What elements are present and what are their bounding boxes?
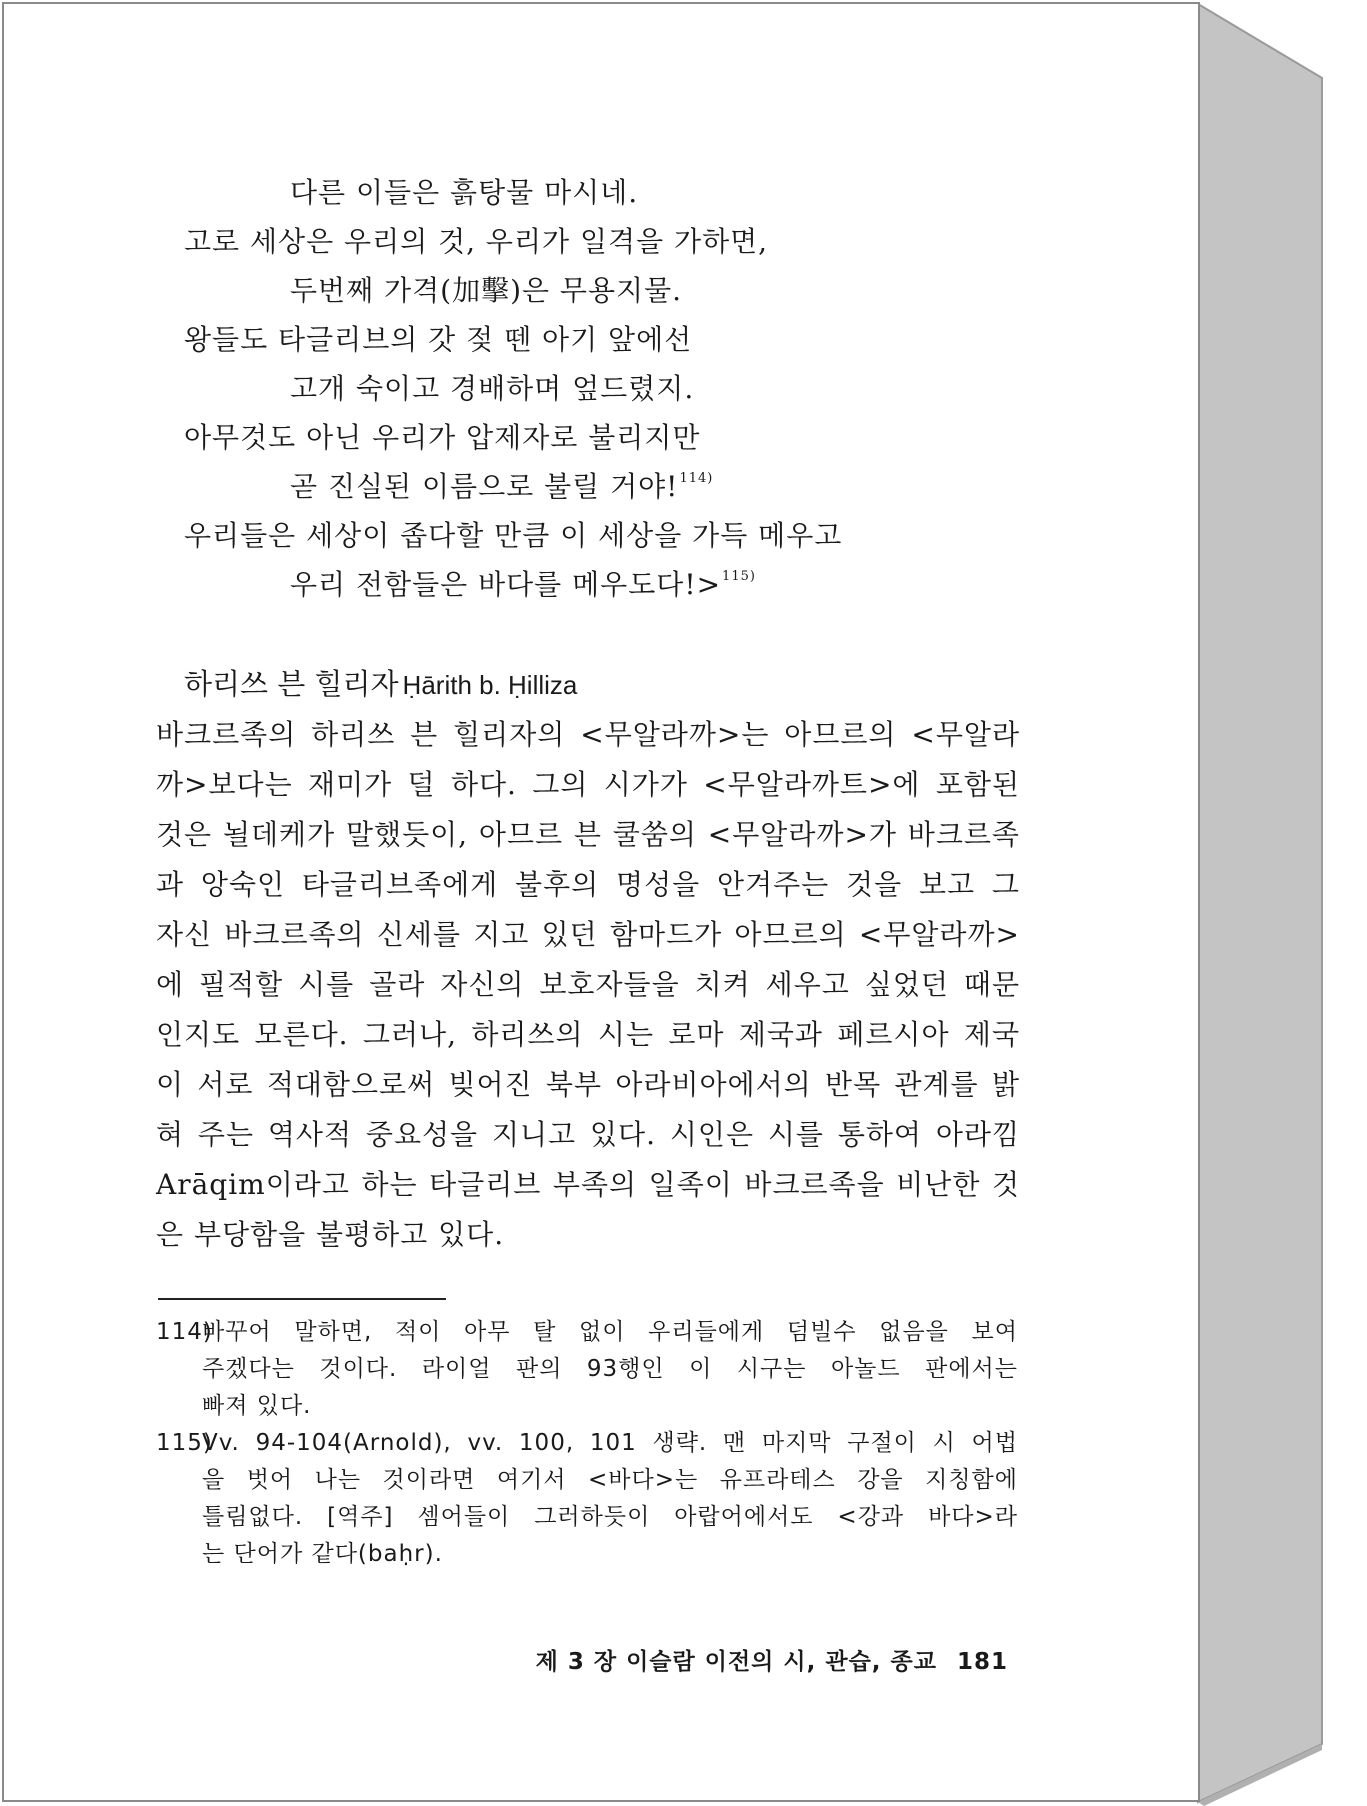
running-footer [536,1647,1008,1677]
body-line: 은 부당함을 불평하고 있다. [156,1218,505,1251]
body-line: 과 앙숙인 타글리브족에게 불후의 명성을 안겨주는 것을 보고 그 [156,868,1020,901]
footnote-line: 빠져 있다. [202,1393,312,1419]
footnote-line: 틀림없다. [역주] 셈어들이 그러하듯이 아랍어에서도 <강과 바다>라 [202,1504,1018,1530]
body-line: 인지도 모른다. 그러나, 하리쓰의 시는 로마 제국과 페르시아 제국 [156,1018,1020,1051]
footnote-115 [156,1425,1018,1573]
poem-line: 고로 세상은 우리의 것, 우리가 일격을 가하면, [184,225,769,258]
poem-line: 두번째 가격(加擊)은 무용지물. [290,274,683,307]
page [2,2,1200,1802]
footnote-divider [158,1298,446,1300]
footnote-114 [156,1314,1018,1425]
poem-line: 우리 전함들은 바다를 메우도다!>$^{115)}$ [290,568,756,601]
body-line: 까>보다는 재미가 덜 하다. 그의 시가가 <무알라까트>에 포함된 [156,768,1020,801]
footnote-line: 을 벗어 나는 것이라면 여기서 <바다>는 유프라테스 강을 지칭함에 [202,1467,1018,1493]
poem-line: 아무것도 아닌 우리가 압제자로 불리지만 [184,421,701,454]
footnote-number: 114) [156,1319,213,1345]
body-line: 이 서로 적대함으로써 빚어진 북부 아라비아에서의 반목 관계를 밝 [156,1068,1020,1101]
heading-latin: Ḥārith b. Ḥilliza [402,670,578,700]
heading-korean: 하리쓰 븐 힐리자 [184,667,399,701]
poem-line: 우리들은 세상이 좁다할 만큼 이 세상을 가득 메우고 [184,519,843,552]
body-line: 것은 뇔데케가 말했듯이, 아므르 븐 쿨쑴의 <무알라까>가 바크르족 [156,818,1020,851]
chapter-title: 제 3 장 이슬람 이전의 시, 관습, 종교 [535,1649,937,1675]
section-heading [184,666,577,703]
poem-line: 고개 숙이고 경배하며 엎드렸지. [290,372,695,405]
body-line: 자신 바크르족의 신세를 지고 있던 함마드가 아므르의 <무알라까> [156,918,1020,951]
footnote-line: 바꾸어 말하면, 적이 아무 탈 없이 우리들에게 덤빌수 없음을 보여 [202,1319,1018,1345]
body-paragraph [156,710,1020,1260]
poem-line: 다른 이들은 흙탕물 마시네. [290,176,639,209]
body-line: 혀 주는 역사적 중요성을 지니고 있다. 시인은 시를 통하여 아라낌 [156,1118,1020,1151]
footnote-number: 115) [156,1430,213,1456]
footnote-line: 주겠다는 것이다. 라이얼 판의 93행인 이 시구는 아놀드 판에서는 [202,1356,1018,1382]
footnote-line: 는 단어가 같다(baḥr). [202,1541,443,1567]
footnotes [156,1314,1018,1573]
footnote-line: Vv. 94-104(Arnold), vv. 100, 101 생략. 맨 마지막 구절이 시 어법 [202,1430,1018,1456]
body-line: Arāqim이라고 하는 타글리브 부족의 일족이 바크르족을 비난한 것 [156,1168,1020,1201]
page-number: 181 [956,1649,1008,1675]
poem-line: 왕들도 타글리브의 갓 젖 뗀 아기 앞에선 [184,323,693,356]
body-line: 바크르족의 하리쓰 븐 힐리자의 <무알라까>는 아므르의 <무알라 [156,718,1020,751]
poem-line: 곧 진실된 이름으로 불릴 거야!$^{114)}$ [290,470,714,503]
body-line: 에 필적할 시를 골라 자신의 보호자들을 치켜 세우고 싶었던 때문 [156,968,1020,1001]
